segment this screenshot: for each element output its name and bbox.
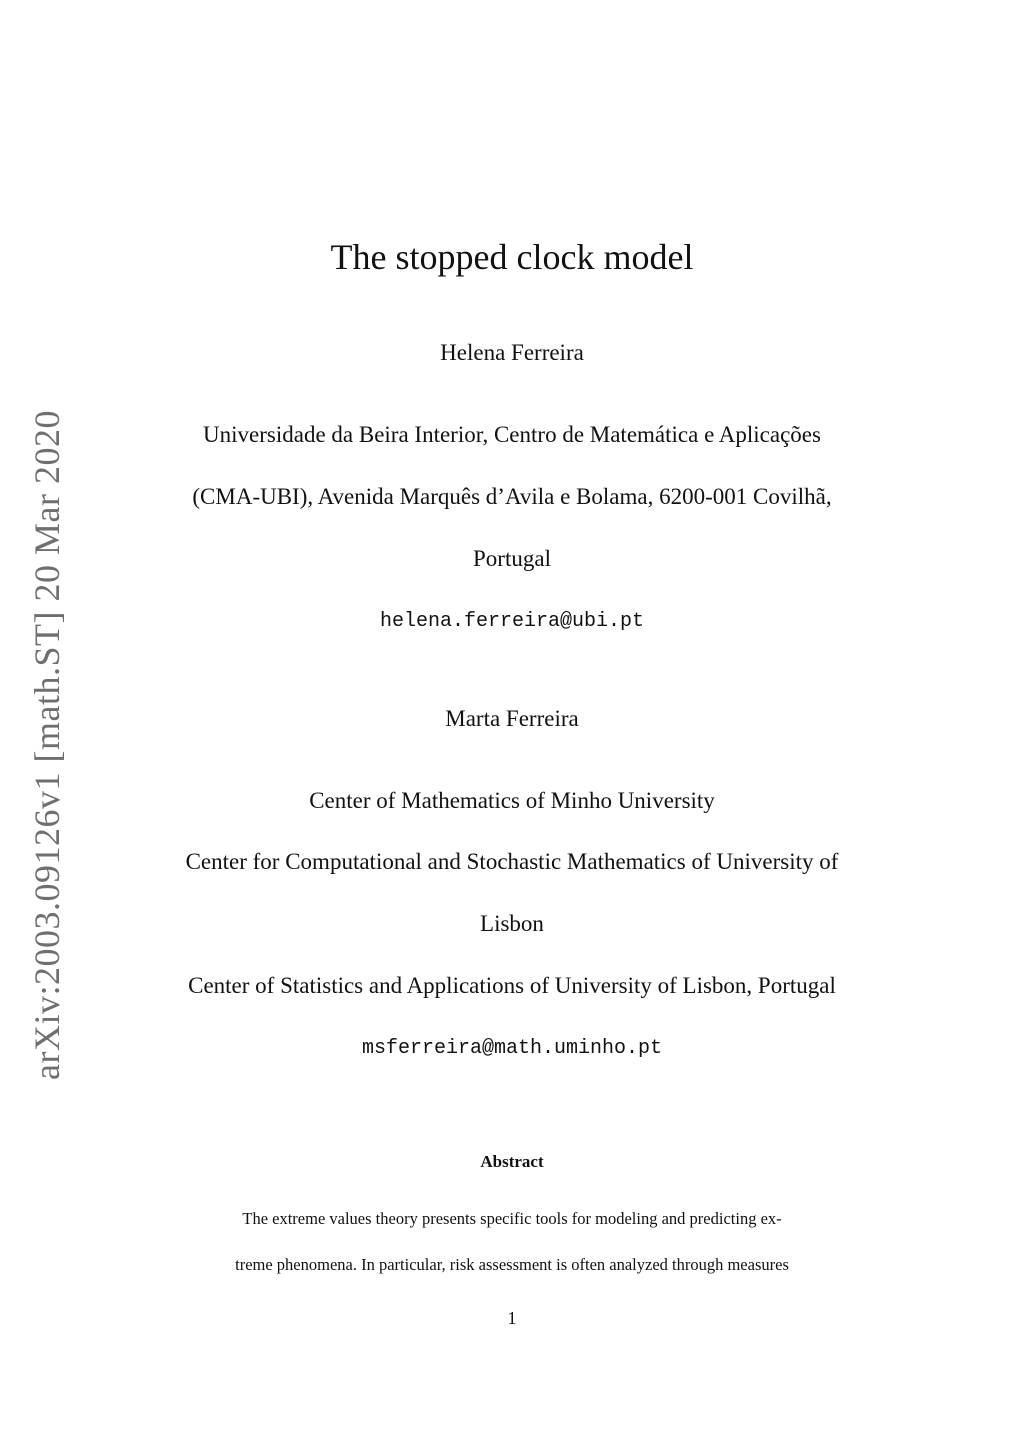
abstract-text-line: treme phenomena. In particular, risk assessment is often analyzed through measures	[235, 1255, 789, 1274]
author-affiliation-line: (CMA-UBI), Avenida Marquês d’Avila e Bolama, 6200-001 Covilhã,	[192, 484, 832, 509]
author-affiliation-line: Center of Statistics and Applications of University of Lisbon, Portugal	[188, 973, 836, 998]
author-name: Marta Ferreira	[445, 706, 579, 731]
abstract-heading: Abstract	[480, 1152, 544, 1171]
abstract-text-line: The extreme values theory presents specific tools for modeling and predicting ex-	[242, 1209, 782, 1228]
author-name: Helena Ferreira	[440, 340, 584, 365]
author-affiliation-line: Portugal	[473, 546, 551, 571]
author-affiliation-line: Lisbon	[480, 911, 544, 936]
author-email: msferreira@math.uminho.pt	[361, 1037, 663, 1060]
author-affiliation-line: Universidade da Beira Interior, Centro de Matemática e Aplicações	[203, 422, 821, 447]
page-number: 1	[507, 1308, 517, 1328]
paper-title: The stopped clock model	[330, 237, 694, 277]
author-affiliation-line: Center of Mathematics of Minho University	[309, 788, 715, 813]
author-affiliation-line: Center for Computational and Stochastic Mathematics of University of	[185, 849, 839, 874]
arxiv-identifier-stamp: arXiv:2003.09126v1 [math.ST] 20 Mar 2020	[27, 410, 67, 1080]
author-email: helena.ferreira@ubi.pt	[379, 610, 645, 633]
